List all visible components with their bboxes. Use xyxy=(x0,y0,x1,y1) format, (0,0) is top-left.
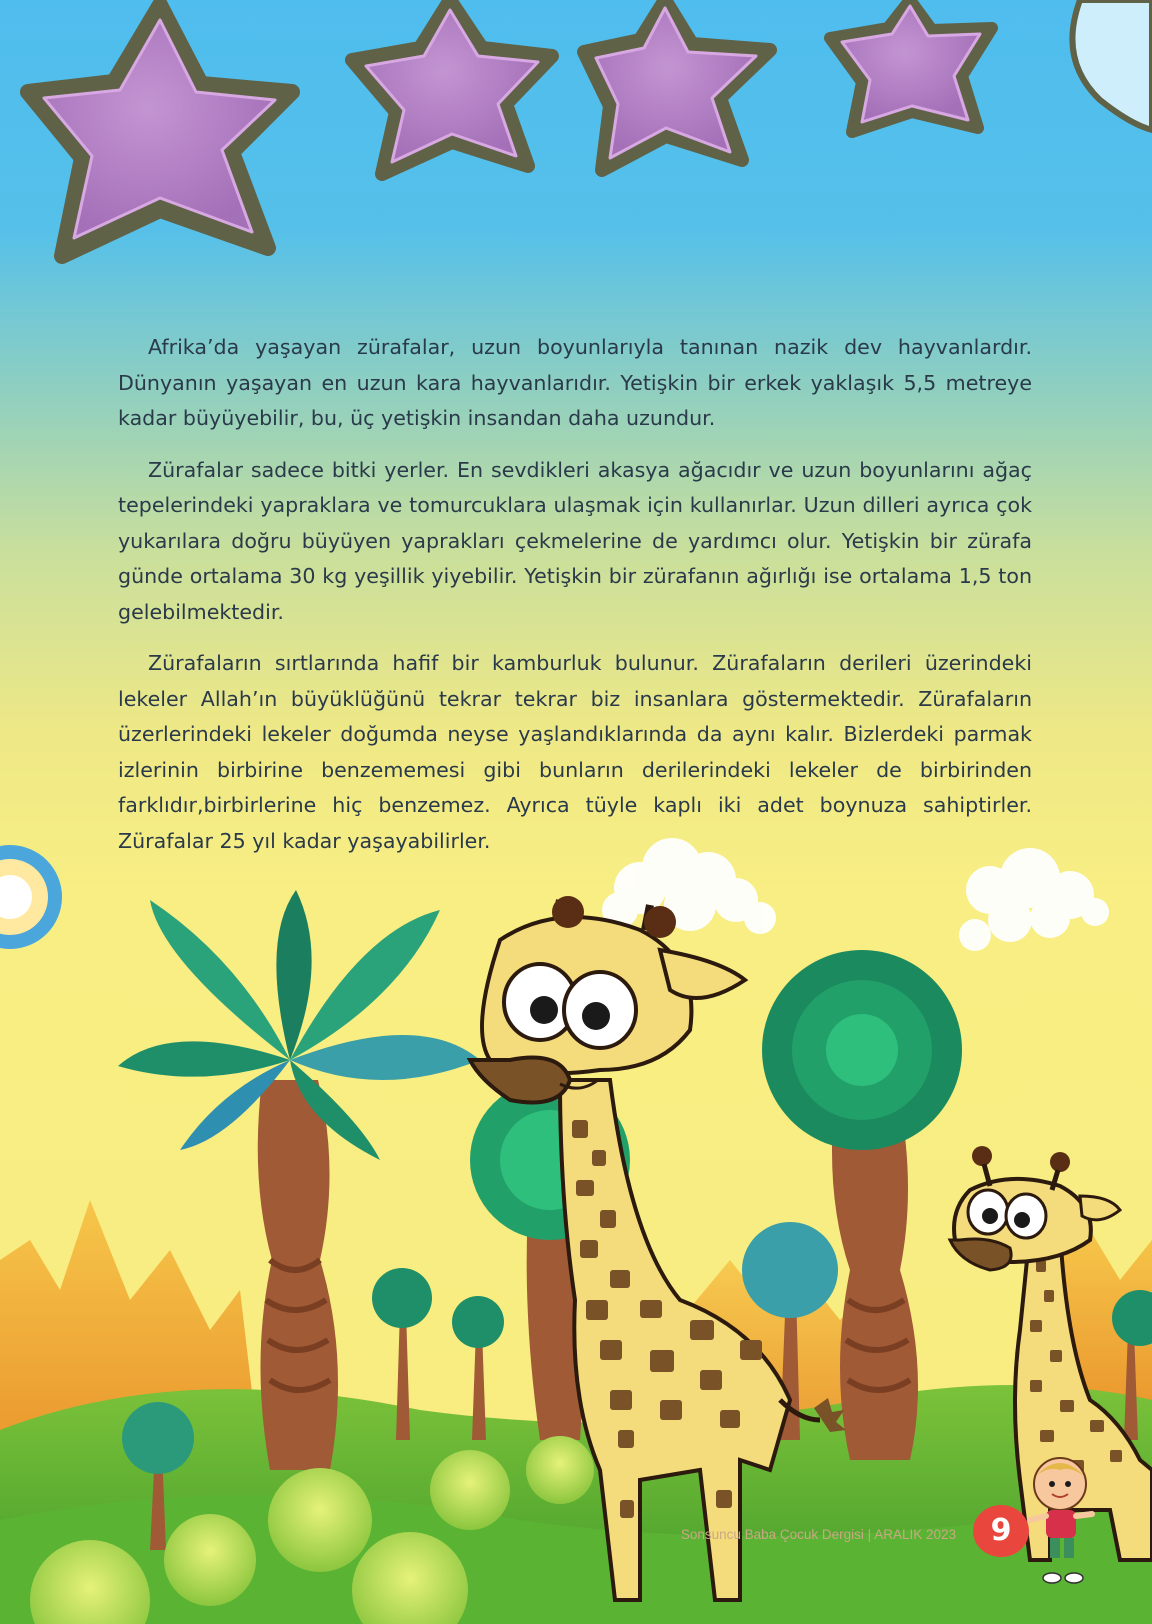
magazine-footer: Sonsuncu Baba Çocuk Dergisi | ARALIK 2023 xyxy=(680,1527,956,1542)
star-icon xyxy=(28,5,292,256)
paragraph: Zürafaların sırtlarında hafif bir kamburluk bulunur. Zürafaların derileri üzerindeki lekeler Allah’ın büyüklüğünü tekrar tekrar biz insanlara göstermektedir. Zürafaların üzerlerindeki lekeler doğumda neyse yaşlandıklarında da aynı kalır. Bizlerdeki parmak izlerinin birbirine benzememesi gibi bunların derilerindeki lekeler de birbirinden farklıdır,birbirlerine hiç benzemez. Ayrıca tüyle kaplı iki adet boynuza sahiptirler. Zürafalar 25 yıl kadar yaşayabilirler. xyxy=(118,651,1032,853)
star-icon xyxy=(584,0,770,170)
paragraph: Zürafalar sadece bitki yerler. En sevdikleri akasya ağacıdır ve uzun boyunlarını ağaç tepelerindeki yapraklara ve tomurcuklara ulaşmak için kullanırlar. Uzun dilleri ayrıca çok yukarılara doğru büyüyen yaprakları çekmelerine de yardımcı olur. Yetişkin bir zürafa günde ortalama 30 kg yeşillik yiyebilir. Yetişkin bir zürafanın ağırlığı ise ortalama 1,5 ton gelebilmektedir. xyxy=(118,457,1032,624)
star-icon xyxy=(830,0,992,132)
paragraph: Afrika’da yaşayan zürafalar, uzun boyunlarıyla tanınan nazik dev hayvanlardır. Dünyanın yaşayan en uzun kara hayvanlarıdır. Yetişkin bir erkek yaklaşık 5,5 metreye kadar büyüyebilir, bu, üç yetişkin insandan daha uzundur. xyxy=(118,335,1032,430)
page-number-badge: 9 xyxy=(973,1505,1029,1557)
article-body xyxy=(118,330,1032,875)
sun-icon xyxy=(0,845,62,949)
star-icon xyxy=(352,0,552,174)
